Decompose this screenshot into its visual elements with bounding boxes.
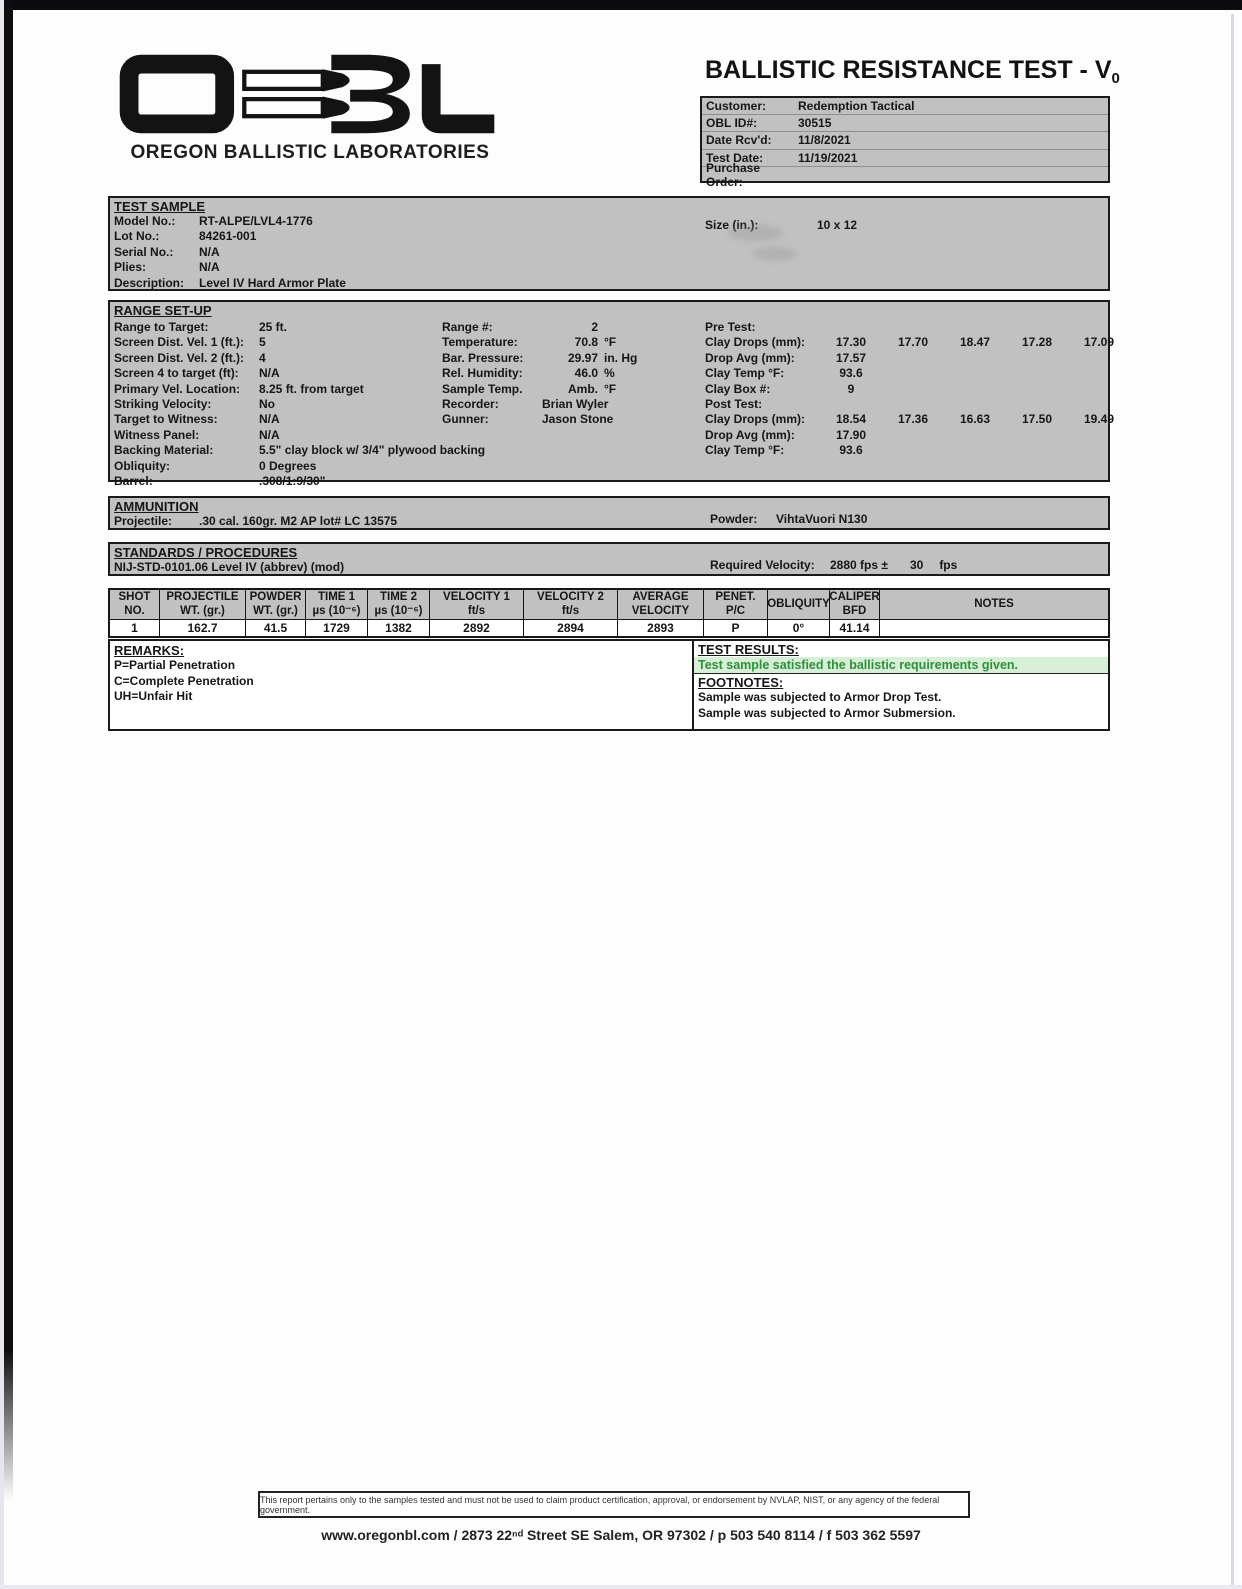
cell-powder-wt: 41.5 [246,620,306,636]
post-drop-avg-label: Drop Avg (mm): [705,427,795,442]
clay-box-value: 9 [847,381,855,396]
velocity-tolerance-value: 30 [909,558,924,572]
required-velocity-row [710,558,957,572]
col-notes-line1: NOTES [974,597,1014,610]
serial-no-label: Serial No.: [114,244,174,259]
pressure-row [438,351,637,366]
post-drop-avg-row [701,428,1130,443]
screen-dist-2-label: Screen Dist. Vel. 2 (ft.): [114,350,245,365]
col-velocity2-line2: ft/s [561,604,580,617]
pre-drop-avg-row [701,351,1130,366]
post-clay-temp-row [701,443,1130,458]
backing-material-value: 5.5" clay block w/ 3/4" plywood backing [259,443,486,458]
pre-clay-temp-value: 93.6 [839,366,863,381]
col-powder-line2: WT. (gr.) [253,604,298,617]
barrel-label: Barrel: [114,474,153,489]
footer-contact: www.oregonbl.com / 2873 22ⁿᵈ Street SE Salem, OR 97302 / p 503 540 8114 / f 503 362 5597 [321,1527,921,1543]
screen-dist-1-value: 5 [259,335,266,350]
powder-value: VihtaVuori N130 [776,512,868,526]
size-label: Size (in.): [705,218,759,232]
backing-material-row [110,443,485,458]
range-number-value: 2 [591,320,598,334]
remarks-line: C=Complete Penetration [114,673,254,688]
col-penetration-line1: PENET. [715,591,756,603]
col-shot-no [110,590,160,620]
test-date-label: Test Date: [706,150,764,165]
serial-no-value: N/A [199,244,220,259]
pre-clay-temp-label: Clay Temp °F: [705,366,785,381]
screen-4-value: N/A [259,366,280,381]
col-obliquity [768,590,830,620]
screen-4-label: Screen 4 to target (ft): [114,366,239,381]
range-setup-heading: RANGE SET-UP [114,303,212,318]
cell-average-velocity: 2893 [618,620,704,636]
obl-id-value: 30515 [798,116,832,131]
backing-material-label: Backing Material: [114,443,214,458]
footnotes-heading: FOOTNOTES: [698,675,784,690]
col-velocity1-line2: ft/s [467,604,486,617]
velocity-tolerance-unit: fps [939,558,958,572]
screen-4-row [110,366,485,381]
gunner-value: Jason Stone [542,412,614,427]
size-value: 10 x 12 [817,218,858,232]
cell-time1: 1729 [306,620,368,636]
col-velocity2 [524,590,618,620]
lot-no-value: 84261-001 [199,229,257,244]
humidity-unit: % [604,366,615,381]
required-velocity-value: 2880 fps ± [830,558,888,572]
scan-smudge [728,225,783,241]
col-time2 [368,590,430,620]
standards-heading: STANDARDS / PROCEDURES [114,545,298,560]
col-obliquity-line1: OBLIQUITY [767,597,830,610]
projectile-row [110,514,1108,529]
plies-label: Plies: [114,260,147,275]
cell-obliquity: 0° [768,620,830,636]
model-no-label: Model No.: [114,214,176,228]
clay-box-label: Clay Box #: [705,381,771,396]
range-setup-left-column [110,320,485,489]
scan-left-border [4,0,13,1500]
pre-test-heading: Pre Test: [705,320,756,334]
results-cell [692,641,1108,729]
plies-row [110,260,1108,275]
obl-logo-icon [118,46,502,142]
shot-data-table [108,588,1110,638]
remarks-results-section [108,639,1110,731]
screen-dist-2-value: 4 [259,350,266,365]
post-clay-drops-row [701,412,1130,427]
range-number-label: Range #: [442,320,493,334]
remarks-line: UH=Unfair Hit [114,689,193,703]
recorder-label: Recorder: [442,397,499,412]
col-shot-line1: SHOT [118,591,151,603]
range-setup-middle-column [438,320,637,428]
standard-row: NIJ-STD-0101.06 Level IV (abbrev) (mod) [114,560,345,574]
col-powder-wt [246,590,306,620]
description-label: Description: [114,275,185,290]
obliquity-value: 0 Degrees [259,458,317,473]
scan-right-edge [1231,14,1234,1585]
ammunition-heading: AMMUNITION [114,499,199,514]
humidity-label: Rel. Humidity: [442,366,523,381]
obl-id-label: OBL ID#: [706,116,758,131]
post-clay-drop-value: 17.36 [897,412,929,427]
pre-clay-drops-row [701,335,1130,350]
post-test-heading: Post Test: [705,397,763,412]
cell-shot-no: 1 [110,620,160,636]
purchase-order-row [702,160,1108,189]
clay-box-row [701,382,1130,397]
post-clay-drop-value: 17.50 [1021,412,1053,427]
col-velocity1-line1: VELOCITY 1 [443,591,510,603]
pressure-value: 29.97 [567,350,598,365]
pre-clay-drop-value: 17.70 [897,335,929,350]
customer-info-box [700,96,1110,189]
pre-drop-avg-value: 17.57 [835,350,867,365]
sample-temp-value: Amb. [568,381,598,396]
col-caliper-line1: CALIPER [829,591,880,603]
remarks-heading: REMARKS: [114,643,185,658]
test-sample-heading: TEST SAMPLE [114,199,206,214]
striking-velocity-value: No [259,397,275,412]
obliquity-label: Obliquity: [114,458,170,473]
post-clay-temp-label: Clay Temp °F: [705,443,785,458]
barrel-row [110,474,485,489]
temperature-row [438,335,637,350]
shot-table-data-row [110,620,1108,636]
shot-table-header-row [110,590,1108,620]
pre-clay-drop-value: 17.30 [835,335,867,350]
range-to-target-row [110,320,485,335]
logo-subtitle: OREGON BALLISTIC LABORATORIES [130,142,490,163]
sample-temp-unit: °F [604,381,617,396]
scan-bottom-edge [0,1585,1242,1589]
cell-penetration: P [704,620,768,636]
cell-projectile-wt: 162.7 [160,620,246,636]
col-average-line1: AVERAGE [632,591,689,603]
description-value: Level IV Hard Armor Plate [199,275,346,290]
date-received-row [702,132,1108,149]
primary-vel-value: 8.25 ft. from target [259,381,364,396]
humidity-row [438,366,637,381]
obl-id-row [702,115,1108,132]
model-no-row [110,214,1108,229]
obliquity-row [110,459,485,474]
scan-smudge [752,247,797,261]
pre-clay-drop-value: 17.09 [1083,335,1115,350]
primary-vel-row [110,382,485,397]
range-number-row [438,320,637,335]
powder-label: Powder: [710,512,758,526]
disclaimer-box: This report pertains only to the samples tested and must not be used to claim product certification, approval, or endorsement by NVLAP, NIST, or any agency of the federal government. [258,1491,970,1518]
ammunition-section [108,496,1110,530]
pre-clay-drops-label: Clay Drops (mm): [705,335,806,350]
customer-row [702,98,1108,115]
recorder-value: Brian Wyler [542,397,609,412]
barrel-value: .308/1:9/30" [259,474,326,489]
sample-temp-label: Sample Temp. [442,381,523,396]
post-clay-drop-value: 16.63 [959,412,991,427]
col-powder-line1: POWDER [249,591,302,603]
col-average-line2: VELOCITY [631,604,690,617]
range-setup-right-column [701,320,1130,459]
standards-section [108,542,1110,576]
projectile-label: Projectile: [114,514,173,528]
cell-velocity1: 2892 [430,620,524,636]
customer-label: Customer: [706,99,767,114]
col-notes [880,590,1108,620]
temperature-unit: °F [604,335,617,350]
description-row [110,276,1108,291]
required-velocity-label: Required Velocity: [710,558,815,572]
col-average-velocity [618,590,704,620]
witness-panel-value: N/A [259,427,280,442]
page-title-subscript: 0 [1111,70,1120,87]
powder-row [710,512,867,526]
col-time1-line1: TIME 1 [317,591,356,603]
pre-clay-drop-value: 17.28 [1021,335,1053,350]
range-to-target-value: 25 ft. [259,320,288,334]
screen-dist-2-row [110,351,485,366]
col-projectile-wt [160,590,246,620]
pre-clay-drop-value: 18.47 [959,335,991,350]
striking-velocity-label: Striking Velocity: [114,397,212,412]
cell-caliper-bfd: 41.14 [830,620,880,636]
cell-time2: 1382 [368,620,430,636]
projectile-value: .30 cal. 160gr. M2 AP lot# LC 13575 [199,514,398,528]
lot-no-row [110,229,1108,244]
footnote-line: Sample was subjected to Armor Drop Test. [698,690,942,704]
col-penetration [704,590,768,620]
page-title-text: BALLISTIC RESISTANCE TEST - V [705,56,1112,84]
plies-value: N/A [199,260,220,275]
post-clay-drop-value: 19.49 [1083,412,1115,427]
screen-dist-1-row [110,335,485,350]
range-setup-section [108,300,1115,489]
range-to-target-label: Range to Target: [114,320,209,334]
post-clay-drops-label: Clay Drops (mm): [705,412,806,427]
temperature-value: 70.8 [574,335,598,350]
date-received-label: Date Rcv'd: [706,133,772,148]
pre-clay-temp-row [701,366,1130,381]
gunner-label: Gunner: [442,412,489,427]
recorder-row [438,397,637,412]
col-time1-line2: µs (10⁻⁶) [312,604,361,617]
date-received-value: 11/8/2021 [798,133,851,148]
model-no-value: RT-ALPE/LVL4-1776 [199,214,313,228]
post-clay-temp-value: 93.6 [839,443,863,458]
col-caliper-bfd [830,590,880,620]
col-time2-line1: TIME 2 [379,591,418,603]
cell-notes [880,620,1108,636]
pre-drop-avg-label: Drop Avg (mm): [705,350,795,365]
pressure-label: Bar. Pressure: [442,350,524,365]
witness-panel-label: Witness Panel: [114,427,200,442]
col-projectile-line2: WT. (gr.) [180,604,225,617]
target-to-witness-label: Target to Witness: [114,412,218,427]
col-penetration-line2: P/C [725,604,746,617]
lot-no-label: Lot No.: [114,229,160,244]
purchase-order-label: Purchase Order: [706,160,761,189]
target-to-witness-row [110,412,485,427]
test-sample-section [108,196,1110,291]
footnote-line: Sample was subjected to Armor Submersion. [698,705,956,720]
col-velocity2-line1: VELOCITY 2 [537,591,604,603]
striking-velocity-row [110,397,485,412]
serial-no-row [110,245,1108,260]
post-drop-avg-value: 17.90 [835,427,867,442]
sample-temp-row [438,382,637,397]
post-clay-drop-value: 18.54 [835,412,867,427]
pressure-unit: in. Hg [604,350,638,365]
col-velocity1 [430,590,524,620]
col-time1 [306,590,368,620]
col-time2-line2: µs (10⁻⁶) [374,604,423,617]
remarks-cell [110,641,692,729]
customer-value: Redemption Tactical [798,99,915,114]
test-result-banner: Test sample satisfied the ballistic requirements given. [694,657,1108,674]
test-date-value: 11/19/2021 [798,150,858,165]
col-projectile-line1: PROJECTILE [166,591,239,603]
target-to-witness-value: N/A [259,412,280,427]
scan-top-border [0,0,1242,10]
primary-vel-label: Primary Vel. Location: [114,381,241,396]
temperature-label: Temperature: [442,335,518,350]
col-caliper-line2: BFD [842,604,867,617]
gunner-row [438,412,637,427]
witness-panel-row [110,428,485,443]
cell-velocity2: 2894 [524,620,618,636]
test-results-heading: TEST RESULTS: [698,642,799,657]
screen-dist-1-label: Screen Dist. Vel. 1 (ft.): [114,335,245,350]
col-shot-line2: NO. [124,604,145,617]
page-title [705,56,1120,87]
humidity-value: 46.0 [574,366,598,381]
remarks-line: P=Partial Penetration [114,658,236,672]
